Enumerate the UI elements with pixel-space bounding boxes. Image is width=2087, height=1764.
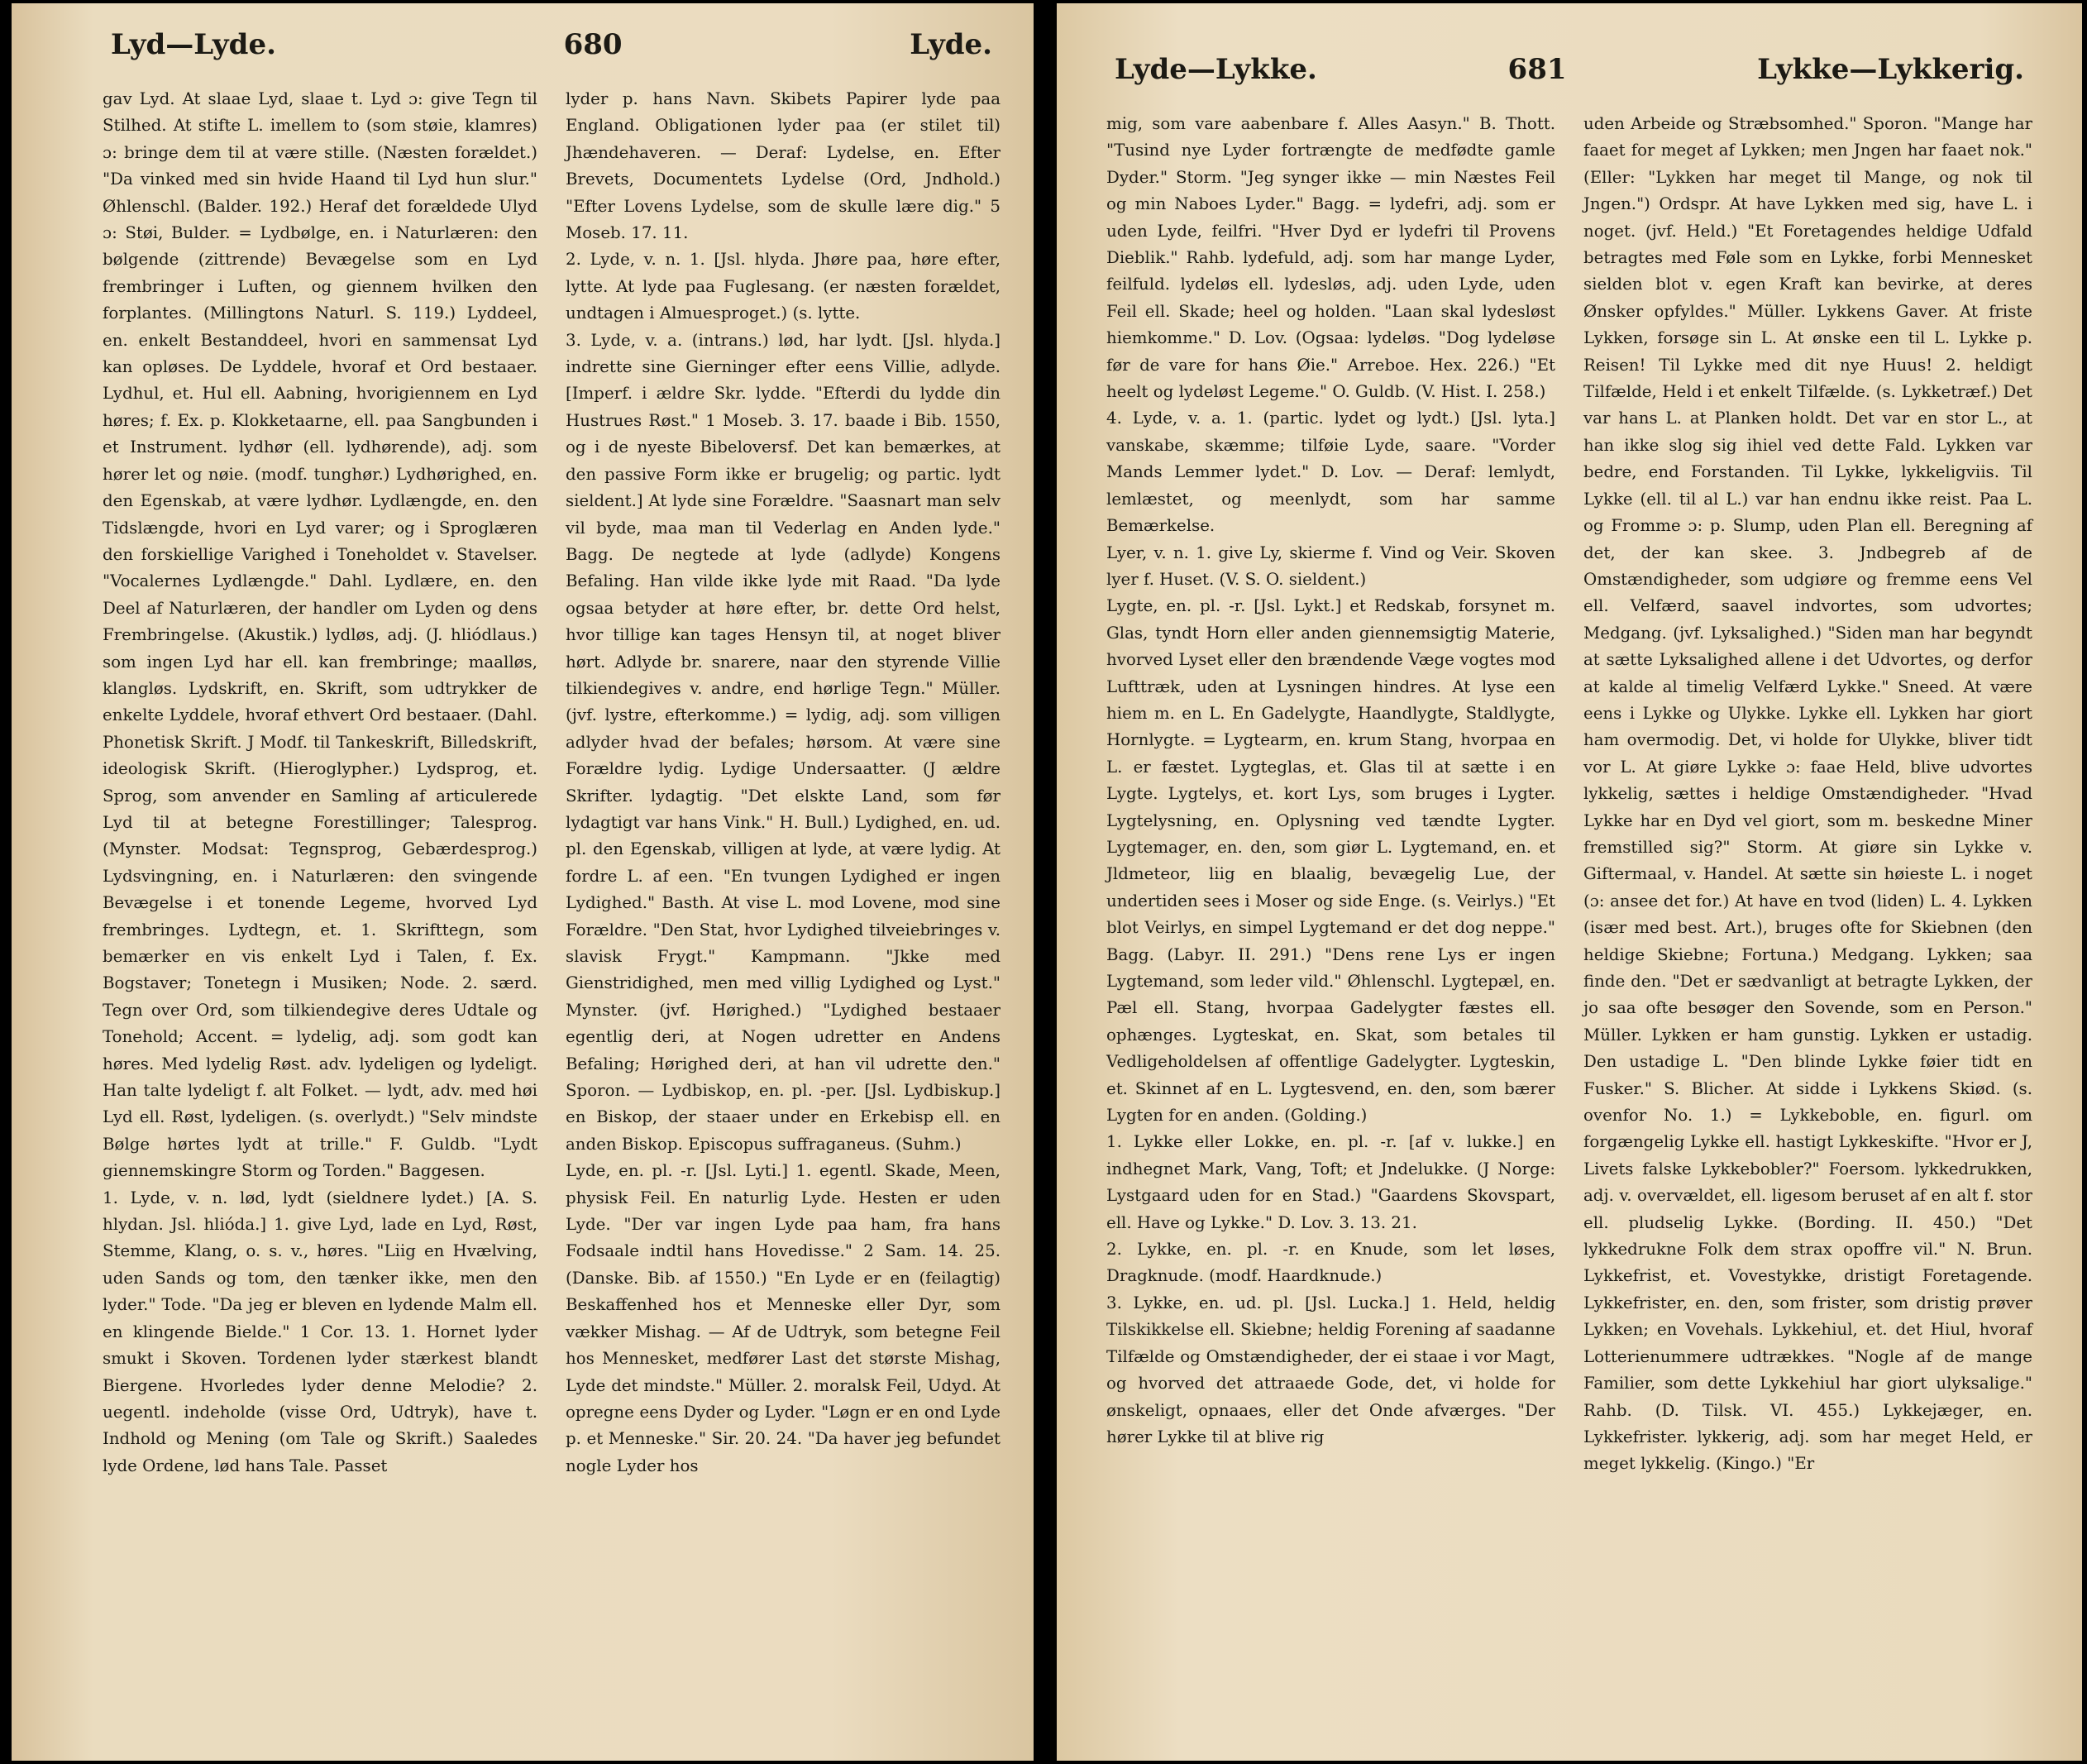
binding-gutter xyxy=(1034,0,1057,1764)
entry-paragraph: 3. Lykke, en. ud. pl. [Jsl. Lucka.] 1. Held, heldig Tilskikkelse ell. Skiebne; heldig Forening af saadanne Tilfælde og Omstændigheder, der ei staae i vor Magt, og hvorved det attraaede Gode, det, vi holde for ønskeligt, opnaaes, eller det Onde afværges. "Der hører Lykke til at blive rig xyxy=(1106,1293,1555,1446)
left-columns xyxy=(103,86,1001,1480)
entry-paragraph: 4. Lyde, v. a. 1. (partic. lydet og lydt.) [Jsl. lyta.] vanskabe, skæmme; tilføie Lyde, saare. "Vorder Mands Lemmer lydet." D. Lov. — Deraf: lemlydt, lemlæstet, og meenlydt, som har samme Bemærkelse. xyxy=(1106,409,1555,536)
right-head-left: Lyde—Lykke. xyxy=(1115,53,1317,86)
entry-paragraph: gav Lyd. At slaae Lyd, slaae t. Lyd ɔ: give Tegn til Stilhed. At stifte L. imellem to (som støie, klamres) ɔ: bringe dem til at være stille. (Næsten forældet.) "Da vinked med sin hvide Haand til Lyd hun slur." Øhlenschl. (Balder. 192.) Heraf det forældede Ulyd ɔ: Støi, Bulder. = Lydbølge, en. i Naturlæren: den bølgende (zittrende) Bevægelse som en Lyd frembringer i Luften, og giennem hvilken den forplantes. (Millingtons Naturl. S. 119.) Lyddeel, en. enkelt Bestanddeel, hvori en sammensat Lyd kan opløses. De Lyddele, hvoraf et Ord bestaaer. Lydhul, et. Hul ell. Aabning, hvorigiennem en Lyd høres; f. Ex. p. Klokketaarne, ell. paa Sangbunden i et Instrument. lydhør (ell. lydhørende), adj. som hører let og nøie. (modf. tunghør.) Lydhørighed, en. den Egenskab, at være lydhør. Lydlængde, en. den Tidslængde, hvori en Lyd varer; og i Sproglæren den forskiellige Varighed i Toneholdet v. Stavelser. "Vocalernes Lydlængde." Dahl. Lydlære, en. den Deel af Naturlæren, der handler om Lyden og dens Frembringelse. (Akustik.) lydløs, adj. (J. hliódlaus.) som ingen Lyd har ell. kan frembringe; maalløs, klangløs. Lydskrift, en. Skrift, som udtrykker de enkelte Lyddele, hvoraf ethvert Ord bestaaer. (Dahl. Phonetisk Skrift. J Modf. til Tankeskrift, Billedskrift, ideologisk Skrift. (Hieroglypher.) Lydsprog, et. Sprog, som anvender en Samling af articulerede Lyd til at betegne Forestillinger; Talesprog. (Mynster. Modsat: Tegnsprog, Gebærdesprog.) Lydsvingning, en. i Naturlæren: den svingende Bevægelse i et tonende Legeme, hvorved Lyd frembringes. Lydtegn, et. 1. Skrifttegn, som bemærker en vis enkelt Lyd i Talen, f. Ex. Bogstaver; Tonetegn i Musiken; Node. 2. særd. Tegn over Ord, som tilkiendegive deres Udtale og Tonehold; Accent. = lydelig, adj. som godt kan høres. Med lydelig Røst. adv. lydeligen og lydeligt. Han talte lydeligt f. alt Folket. — lydt, adv. med høi Lyd ell. Røst, lydeligen. (s. overlydt.) "Selv mindste Bølge hørtes lydt at trille." F. Guldb. "Lydt giennemskingre Storm og Torden." Baggesen. xyxy=(103,89,537,1181)
entry-paragraph: 1. Lykke eller Lokke, en. pl. -r. [af v. lukke.] en indhegnet Mark, Vang, Toft; et Jndelukke. (J Norge: Lystgaard uden for en Stad.) "Gaardens Skovspart, ell. Have og Lykke." D. Lov. 3. 13. 21. xyxy=(1106,1132,1555,1232)
right-running-head xyxy=(1106,53,2032,103)
entry-paragraph: 1. Lyde, v. n. lød, lydt (sieldnere lydet.) [A. S. hlydan. Jsl. hlióda.] 1. give Lyd, lade en Lyd, Røst, Stemme, Klang, o. s. v., høres. "Liig en Hvælving, uden Sands og tom, den tænker ikke, men den lyder." Tode. "Da jeg er bleven en lydende Malm ell. en klingende Bielde." 1 Cor. 13. 1. Hornet lyder smukt i Skoven. Tordenen lyder stærkest blandt Biergene. Hvorledes lyder denne Melodie? 2. uegentl. indeholde (visse Ord, Udtryk), have t. Indhold og Mening (om Tale og Skrift.) Saaledes lyde Ordene, lød hans Tale. Passet xyxy=(103,1188,537,1475)
entry-paragraph: mig, som vare aabenbare f. Alles Aasyn." B. Thott. "Tusind nye Lyder fortrængte de medfødte gamle Dyder." Storm. "Jeg synger ikke — min Næstes Feil og min Naboes Lyder." Bagg. = lydefri, adj. som er uden Lyde, feilfri. "Hver Dyd er lydefri til Provens Dieblik." Rahb. lydefuld, adj. som har mange Lyder, feilfuld. lydeløs ell. lydesløs, adj. uden Lyde, uden Feil ell. Skade; heel og holden. "Laan skal lydesløst hiemkomme." D. Lov. (Ogsaa: lydeløs. "Dog lydeløse før de vare for hans Øie." Arreboe. Hex. 226.) "Et heelt og lydeløst Legeme." O. Guldb. (V. Hist. I. 258.) xyxy=(1106,114,1555,402)
left-head-right: Lyde. xyxy=(910,28,992,61)
left-head-left: Lyd—Lyde. xyxy=(111,28,276,61)
entry-paragraph: 3. Lyde, v. a. (intrans.) lød, har lydt. [Jsl. hlyda.] indrette sine Gierninger efter eens Villie, adlyde. [Imperf. i ældre Skr. lydde. "Efterdi du lydde din Hustrues Røst." 1 Mosеb. 3. 17. baade i Bib. 1550, og i de nyeste Bibeloversf. Det kan bemærkes, at den passive Form ikke er brugelig; og partic. lydt sieldent.] At lyde sine Forældre. "Saasnart man selv vil byde, maa man til Vederlag en Anden lyde." Bagg. De negtede at lyde (adlyde) Kongens Befaling. Han vilde ikke lyde mit Raad. "Da lyde ogsaa betyder at høre efter, br. dette Ord helst, hvor tillige kan tages Hensyn til, at noget bliver hørt. Adlyde br. snarere, naar den styrende Villie tilkiendegives v. andre, end hørlige Tegn." Müller. (jvf. lystre, efterkomme.) = lydig, adj. som villigen adlyder hvad der befales; hørsom. At være sine Forældre lydig. Lydige Undersaatter. (J ældre Skrifter. lydagtig. "Det elskte Land, som før lydagtigt var hans Vink." H. Bull.) Lydighed, en. ud. pl. den Egenskab, villigen at lyde, at være lydig. At fordre L. af een. "En tvungen Lydighed er ingen Lydighed." Basth. At vise L. mod Lovene, mod sine Forældre. "Den Stat, hvor Lydighed tilveiebringes v. slavisk Frygt." Kampmann. "Jkke med Gienstridighed, men med villig Lydighed og Lyst." Mynster. (jvf. Hørighed.) "Lydighed bestaaer egentlig deri, at Nogen udretter en Andens Befaling; Hørighed deri, at han vil udrette den." Sporon. — Lydbiskop, en. pl. -per. [Jsl. Lydbiskup.] en Biskop, der staaer under en Erkebisp ell. en anden Biskop. Episcopus suffraganeus. (Suhm.) xyxy=(566,330,1001,1154)
right-column-1 xyxy=(1106,111,1555,1478)
entry-paragraph: Lyde, en. pl. -r. [Jsl. Lyti.] 1. egentl. Skade, Meen, physisk Feil. En naturlig Lyde. Hesten er uden Lyde. "Der var ingen Lyde paa ham, fra hans Fodsaale indtil hans Hovedisse." 2 Sam. 14. 25. (Danske. Bib. af 1550.) "En Lyde er en (feilagtig) Beskaffenhed hos et Menneske eller Dyr, som vækker Mishag. — Af de Udtryk, som betegne Feil hos Mennesket, medfører Last det største Mishag, Lyde det mindste." Müller. 2. moralsk Feil, Udyd. At opregne eens Dyder og Lyder. "Løgn er en ond Lyde p. et Menneske." Sir. 20. 24. "Da haver jeg befundet nogle Lyder hos xyxy=(566,1161,1001,1475)
right-columns xyxy=(1106,111,2032,1478)
entry-paragraph: uden Arbeide og Stræbsomhed." Sporon. "Mange har faaet for meget af Lykken; men Jngen har faaet nok." (Eller: "Lykken har meget til Mange, og nok til Jngen.") Ordspr. At have Lykken med sig, have L. i noget. (jvf. Held.) "Et Foretagendes heldige Udfald betragtes med Føle som en Lykke, forbi Mennesket sielden blot v. egen Kraft kan bevirke, at deres Ønsker opfyldes." Müller. Lykkens Gaver. At friste Lykken, forsøge sin L. At ønske een til L. Lykke p. Reisen! Til Lykke med dit nye Huus! 2. heldigt Tilfælde, Held i et enkelt Tilfælde. (s. Lykketræf.) Det var hans L. at Planken holdt. Det var en stor L., at han ikke slog sig ihiel ved dette Fald. Lykken var bedre, end Forstanden. Til Lykke, lykkeligviis. Til Lykke (ell. til al L.) var han endnu ikke reist. Paa L. og Fromme ɔ: p. Slump, uden Plan ell. Beregning af det, der kan skee. 3. Jndbegreb af de Omstændigheder, som udgiøre og fremme eens Vel ell. Velfærd, saavel indvortes, som udvortes; Medgang. (jvf. Lyksalighed.) "Siden man har begyndt at sætte Lyksalighed allene i det Udvortes, og derfor at kalde al timelig Velfærd Lykke." Sneed. At være eens i Lykke og Ulykke. Lykke ell. Lykken har giort ham overmodig. Det, vi holde for Ulykke, bliver tidt vor L. At giøre Lykke ɔ: faae Held, blive udvortes lykkelig, sættes i heldige Omstændigheder. "Hvad Lykke har en Dyd vel giort, som m. beskedne Miner fremstilled sig?" Storm. At giøre sin Lykke v. Giftermaal, v. Handel. At sætte sin høieste L. i noget (ɔ: ansee det for.) At have en tvod (liden) L. 4. Lykken (især med best. Art.), bruges ofte for Skiebnen (den heldige Skiebne; Fortuna.) Medgang. Lykken; saa finde den. "Det er sædvanligt at betragte Lykken, der jo saa ofte besøger den Sovende, som en Person." Müller. Lykken er ham gunstig. Lykken er ustadig. Den ustadige L. "Den blinde Lykke føier tidt en Fusker." S. Blicher. At sidde i Lykkens Skiød. (s. ovenfor No. 1.) = Lykkeboble, en. figurl. om forgængelig Lykke ell. hastigt Lykkeskifte. "Hvor er J, Livets falske Lykkebobler?" Foersom. lykkedrukken, adj. v. overvældet, ell. ligesom beruset af en alt f. stor ell. pludselig Lykke. (Bording. II. 450.) "Det lykkedrukne Folk dem strax opoffre vil." N. Brun. Lykkefrist, et. Vovestykke, dristigt Foretagende. Lykkefrister, en. den, som frister, som dristig prøver Lykken; en Vovehals. Lykkehiul, et. det Hiul, hvoraf Lotterienummere udtrækkes. "Nogle af de mange Familier, som dette Lykkehiul har giort ulyksalige." Rahb. (D. Tilsk. VI. 455.) Lykkejæger, en. Lykkefrister. lykkerig, adj. som har meget Held, er meget lykkelig. (Kingo.) "Er xyxy=(1583,114,2032,1474)
entry-paragraph: 2. Lyde, v. n. 1. [Jsl. hlyda. Jhøre paa, høre efter, lytte. At lyde paa Fuglesang. (er næsten forældet, undtagen i Almuesproget.) (s. lytte. xyxy=(566,250,1001,323)
left-column-1 xyxy=(103,86,537,1480)
left-column-2 xyxy=(566,86,1001,1480)
right-page-number: 681 xyxy=(1507,53,1567,86)
entry-paragraph: lyder p. hans Navn. Skibets Papirer lyde paa England. Obligationen lyder paa (er stilet til) Jhændehaveren. — Deraf: Lydelse, en. Efter Brevets, Documentets Lydelse (Ord, Jndhold.) "Efter Lovens Lydelse, som de skulle lære dig." 5 Mosеb. 17. 11. xyxy=(566,89,1001,243)
left-running-head xyxy=(103,28,1001,78)
right-head-right: Lykke—Lykkerig. xyxy=(1757,53,2024,86)
left-page xyxy=(12,3,1034,1761)
right-column-2 xyxy=(1583,111,2032,1478)
right-page xyxy=(1057,3,2082,1761)
entry-paragraph: Lyer, v. n. 1. give Ly, skierme f. Vind og Veir. Skoven lyer f. Huset. (V. S. O. sieldent.) xyxy=(1106,543,1555,589)
left-page-number: 680 xyxy=(563,28,623,61)
entry-paragraph: 2. Lykke, en. pl. -r. en Knude, som let løses, Dragknude. (modf. Haardknude.) xyxy=(1106,1240,1555,1286)
entry-paragraph: Lygte, en. pl. -r. [Jsl. Lykt.] et Redskab, forsynet m. Glas, tyndt Horn eller anden giennemsigtig Materie, hvorved Lyset eller den brændende Væge vogtes mod Lufttræk, uden at Lysningen hindres. At lyse een hiem m. en L. En Gadelygte, Haandlygte, Staldlygte, Hornlygte. = Lygtearm, en. krum Stang, hvorpaa en L. er fæstet. Lygteglas, et. Glas til at sætte i en Lygte. Lygtelys, et. kort Lys, som bruges i Lygter. Lygtelysning, en. Oplysning ved tændte Lygter. Lygtemager, en. den, som giør L. Lygtemand, en. et Jldmeteor, liig en blaalig, bevægelig Lue, der undertiden sees i Moser og side Enge. (s. Veirlys.) "Et blot Veirlys, en simpel Lygtemand er det dog neppe." Bagg. (Labyr. II. 291.) "Dens rene Lys er ingen Lygtemand, som leder vild." Øhlenschl. Lygtepæl, en. Pæl ell. Stang, hvorpaa Gadelygter fæstes ell. ophænges. Lygteskat, en. Skat, som betales til Vedligeholdelsen af offentlige Gadelygter. Lygteskin, et. Skinnet af en L. Lygtesvend, en. den, som bærer Lygten for en anden. (Golding.) xyxy=(1106,596,1555,1126)
